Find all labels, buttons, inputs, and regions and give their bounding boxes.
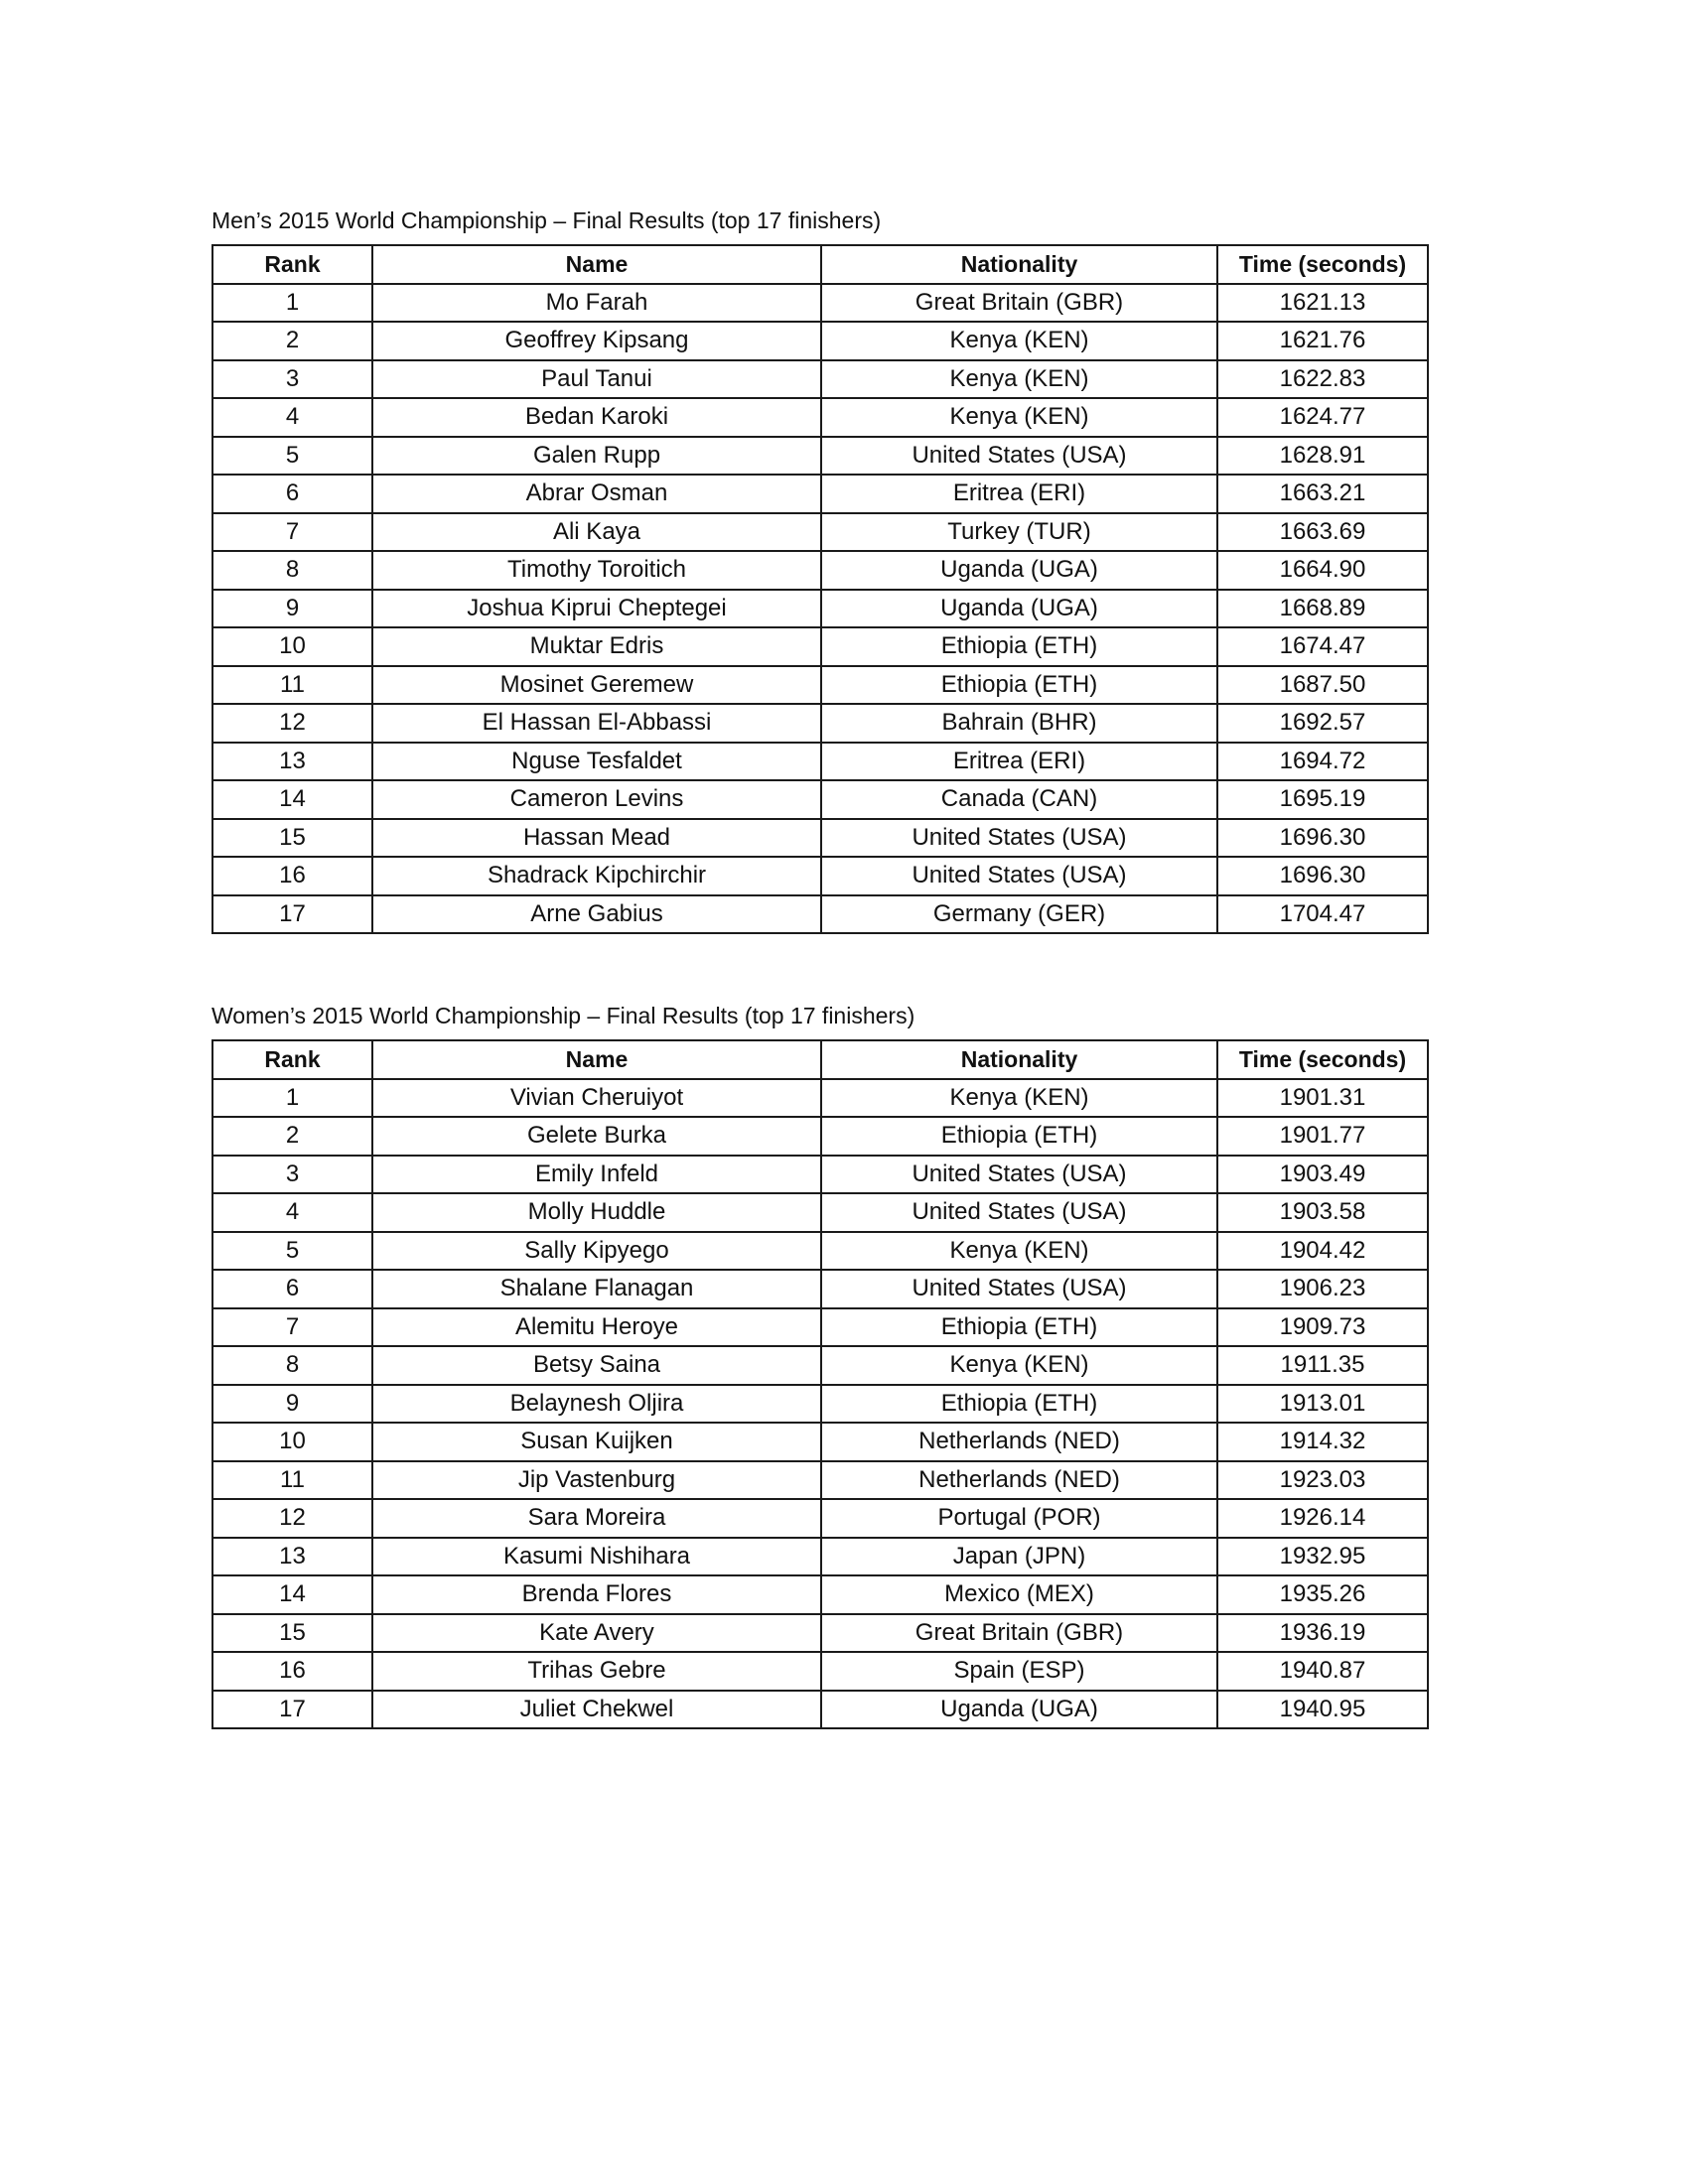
time-cell: 1913.01 — [1217, 1385, 1428, 1424]
name-cell: Arne Gabius — [372, 895, 821, 934]
rank-cell: 4 — [212, 1193, 372, 1232]
table-row — [212, 1270, 1428, 1308]
name-cell: Kasumi Nishihara — [372, 1538, 821, 1576]
nationality-cell: Eritrea (ERI) — [821, 743, 1217, 781]
name-cell: Hassan Mead — [372, 819, 821, 858]
table-row — [212, 1193, 1428, 1232]
rank-cell: 12 — [212, 1499, 372, 1538]
rank-cell: 2 — [212, 322, 372, 360]
nationality-cell: Netherlands (NED) — [821, 1423, 1217, 1461]
table-row — [212, 666, 1428, 705]
name-cell: Molly Huddle — [372, 1193, 821, 1232]
name-cell: Emily Infeld — [372, 1156, 821, 1194]
nationality-cell: Ethiopia (ETH) — [821, 1117, 1217, 1156]
table-row — [212, 360, 1428, 399]
name-cell: Muktar Edris — [372, 627, 821, 666]
name-cell: Brenda Flores — [372, 1575, 821, 1614]
nationality-cell: Ethiopia (ETH) — [821, 1308, 1217, 1347]
nationality-cell: Bahrain (BHR) — [821, 704, 1217, 743]
time-cell: 1695.19 — [1217, 780, 1428, 819]
time-cell: 1628.91 — [1217, 437, 1428, 476]
time-cell: 1696.30 — [1217, 857, 1428, 895]
time-cell: 1663.69 — [1217, 513, 1428, 552]
nationality-header: Nationality — [821, 245, 1217, 284]
table-row — [212, 704, 1428, 743]
nationality-cell: Kenya (KEN) — [821, 1232, 1217, 1271]
nationality-cell: Turkey (TUR) — [821, 513, 1217, 552]
time-cell: 1940.87 — [1217, 1652, 1428, 1691]
name-cell: Sara Moreira — [372, 1499, 821, 1538]
table-row — [212, 857, 1428, 895]
table-row — [212, 1117, 1428, 1156]
rank-cell: 14 — [212, 780, 372, 819]
rank-cell: 16 — [212, 1652, 372, 1691]
table-row — [212, 590, 1428, 628]
time-cell: 1674.47 — [1217, 627, 1428, 666]
time-cell: 1696.30 — [1217, 819, 1428, 858]
table-row — [212, 398, 1428, 437]
table-row — [212, 551, 1428, 590]
name-cell: Susan Kuijken — [372, 1423, 821, 1461]
nationality-cell: Eritrea (ERI) — [821, 475, 1217, 513]
nationality-cell: Mexico (MEX) — [821, 1575, 1217, 1614]
time-cell: 1621.76 — [1217, 322, 1428, 360]
name-cell: Jip Vastenburg — [372, 1461, 821, 1500]
table-row — [212, 1652, 1428, 1691]
nationality-cell: Great Britain (GBR) — [821, 284, 1217, 323]
name-cell: Gelete Burka — [372, 1117, 821, 1156]
time-cell: 1704.47 — [1217, 895, 1428, 934]
table-row — [212, 322, 1428, 360]
nationality-cell: Netherlands (NED) — [821, 1461, 1217, 1500]
time-cell: 1663.21 — [1217, 475, 1428, 513]
table-row — [212, 1538, 1428, 1576]
nationality-cell: Uganda (UGA) — [821, 551, 1217, 590]
men-results-caption: Men’s 2015 World Championship – Final Results (top 17 finishers) — [211, 207, 882, 233]
nationality-cell: Portugal (POR) — [821, 1499, 1217, 1538]
nationality-cell: Great Britain (GBR) — [821, 1614, 1217, 1653]
time-cell: 1923.03 — [1217, 1461, 1428, 1500]
name-cell: Shadrack Kipchirchir — [372, 857, 821, 895]
rank-cell: 8 — [212, 551, 372, 590]
nationality-cell: Kenya (KEN) — [821, 398, 1217, 437]
name-cell: Joshua Kiprui Cheptegei — [372, 590, 821, 628]
name-cell: Mosinet Geremew — [372, 666, 821, 705]
table-row — [212, 819, 1428, 858]
nationality-cell: Kenya (KEN) — [821, 322, 1217, 360]
table-row — [212, 1346, 1428, 1385]
time-cell: 1621.13 — [1217, 284, 1428, 323]
women-results-table — [211, 1039, 1429, 1729]
name-cell: Bedan Karoki — [372, 398, 821, 437]
nationality-cell: United States (USA) — [821, 1156, 1217, 1194]
name-cell: Trihas Gebre — [372, 1652, 821, 1691]
rank-cell: 5 — [212, 1232, 372, 1271]
table-row — [212, 627, 1428, 666]
name-cell: Kate Avery — [372, 1614, 821, 1653]
rank-cell: 4 — [212, 398, 372, 437]
nationality-cell: Spain (ESP) — [821, 1652, 1217, 1691]
table-row — [212, 1156, 1428, 1194]
rank-cell: 11 — [212, 1461, 372, 1500]
nationality-cell: Uganda (UGA) — [821, 1691, 1217, 1729]
table-header-row — [212, 1040, 1428, 1079]
rank-cell: 9 — [212, 590, 372, 628]
rank-cell: 14 — [212, 1575, 372, 1614]
rank-cell: 12 — [212, 704, 372, 743]
name-cell: Cameron Levins — [372, 780, 821, 819]
rank-header: Rank — [212, 1040, 372, 1079]
time-cell: 1911.35 — [1217, 1346, 1428, 1385]
table-row — [212, 1461, 1428, 1500]
table-row — [212, 513, 1428, 552]
rank-cell: 5 — [212, 437, 372, 476]
men-results-section — [211, 205, 1427, 934]
rank-cell: 13 — [212, 1538, 372, 1576]
table-row — [212, 743, 1428, 781]
nationality-cell: United States (USA) — [821, 1270, 1217, 1308]
rank-cell: 10 — [212, 627, 372, 666]
nationality-cell: United States (USA) — [821, 1193, 1217, 1232]
nationality-cell: Japan (JPN) — [821, 1538, 1217, 1576]
time-cell: 1903.49 — [1217, 1156, 1428, 1194]
nationality-cell: Kenya (KEN) — [821, 360, 1217, 399]
rank-cell: 7 — [212, 1308, 372, 1347]
nationality-cell: Kenya (KEN) — [821, 1079, 1217, 1118]
rank-cell: 17 — [212, 895, 372, 934]
nationality-cell: Ethiopia (ETH) — [821, 1385, 1217, 1424]
rank-cell: 13 — [212, 743, 372, 781]
men-results-table — [211, 244, 1429, 934]
name-header: Name — [372, 1040, 821, 1079]
nationality-cell: Uganda (UGA) — [821, 590, 1217, 628]
table-row — [212, 1499, 1428, 1538]
rank-cell: 1 — [212, 284, 372, 323]
rank-cell: 16 — [212, 857, 372, 895]
time-cell: 1906.23 — [1217, 1270, 1428, 1308]
table-row — [212, 437, 1428, 476]
time-cell: 1909.73 — [1217, 1308, 1428, 1347]
name-cell: Vivian Cheruiyot — [372, 1079, 821, 1118]
name-cell: Timothy Toroitich — [372, 551, 821, 590]
name-cell: Galen Rupp — [372, 437, 821, 476]
time-cell: 1903.58 — [1217, 1193, 1428, 1232]
table-row — [212, 895, 1428, 934]
nationality-cell: Kenya (KEN) — [821, 1346, 1217, 1385]
time-cell: 1901.77 — [1217, 1117, 1428, 1156]
name-cell: Paul Tanui — [372, 360, 821, 399]
nationality-header: Nationality — [821, 1040, 1217, 1079]
time-cell: 1901.31 — [1217, 1079, 1428, 1118]
rank-cell: 1 — [212, 1079, 372, 1118]
table-row — [212, 780, 1428, 819]
rank-cell: 11 — [212, 666, 372, 705]
rank-header: Rank — [212, 245, 372, 284]
name-header: Name — [372, 245, 821, 284]
time-cell: 1904.42 — [1217, 1232, 1428, 1271]
rank-cell: 17 — [212, 1691, 372, 1729]
table-row — [212, 1385, 1428, 1424]
table-row — [212, 475, 1428, 513]
name-cell: Nguse Tesfaldet — [372, 743, 821, 781]
time-cell: 1624.77 — [1217, 398, 1428, 437]
name-cell: Alemitu Heroye — [372, 1308, 821, 1347]
name-cell: Belaynesh Oljira — [372, 1385, 821, 1424]
time-cell: 1687.50 — [1217, 666, 1428, 705]
nationality-cell: United States (USA) — [821, 437, 1217, 476]
rank-cell: 6 — [212, 1270, 372, 1308]
rank-cell: 6 — [212, 475, 372, 513]
nationality-cell: Ethiopia (ETH) — [821, 666, 1217, 705]
nationality-cell: Canada (CAN) — [821, 780, 1217, 819]
name-cell: Sally Kipyego — [372, 1232, 821, 1271]
time-header: Time (seconds) — [1217, 1040, 1428, 1079]
nationality-cell: United States (USA) — [821, 819, 1217, 858]
time-cell: 1940.95 — [1217, 1691, 1428, 1729]
rank-cell: 15 — [212, 1614, 372, 1653]
table-row — [212, 1079, 1428, 1118]
table-row — [212, 1575, 1428, 1614]
table-row — [212, 1308, 1428, 1347]
time-header: Time (seconds) — [1217, 245, 1428, 284]
rank-cell: 3 — [212, 1156, 372, 1194]
rank-cell: 9 — [212, 1385, 372, 1424]
nationality-cell: United States (USA) — [821, 857, 1217, 895]
name-cell: Ali Kaya — [372, 513, 821, 552]
nationality-cell: Germany (GER) — [821, 895, 1217, 934]
name-cell: Shalane Flanagan — [372, 1270, 821, 1308]
women-results-caption: Women’s 2015 World Championship – Final Results (top 17 finishers) — [211, 1003, 915, 1028]
rank-cell: 3 — [212, 360, 372, 399]
time-cell: 1668.89 — [1217, 590, 1428, 628]
name-cell: Juliet Chekwel — [372, 1691, 821, 1729]
table-header-row — [212, 245, 1428, 284]
time-cell: 1936.19 — [1217, 1614, 1428, 1653]
women-results-section — [211, 1000, 1427, 1729]
name-cell: Geoffrey Kipsang — [372, 322, 821, 360]
rank-cell: 8 — [212, 1346, 372, 1385]
table-row — [212, 1232, 1428, 1271]
table-row — [212, 1691, 1428, 1729]
table-row — [212, 1423, 1428, 1461]
time-cell: 1926.14 — [1217, 1499, 1428, 1538]
time-cell: 1914.32 — [1217, 1423, 1428, 1461]
name-cell: El Hassan El-Abbassi — [372, 704, 821, 743]
table-row — [212, 1614, 1428, 1653]
time-cell: 1932.95 — [1217, 1538, 1428, 1576]
time-cell: 1935.26 — [1217, 1575, 1428, 1614]
rank-cell: 15 — [212, 819, 372, 858]
rank-cell: 10 — [212, 1423, 372, 1461]
time-cell: 1692.57 — [1217, 704, 1428, 743]
rank-cell: 7 — [212, 513, 372, 552]
rank-cell: 2 — [212, 1117, 372, 1156]
time-cell: 1694.72 — [1217, 743, 1428, 781]
name-cell: Mo Farah — [372, 284, 821, 323]
name-cell: Betsy Saina — [372, 1346, 821, 1385]
name-cell: Abrar Osman — [372, 475, 821, 513]
time-cell: 1622.83 — [1217, 360, 1428, 399]
table-row — [212, 284, 1428, 323]
nationality-cell: Ethiopia (ETH) — [821, 627, 1217, 666]
time-cell: 1664.90 — [1217, 551, 1428, 590]
